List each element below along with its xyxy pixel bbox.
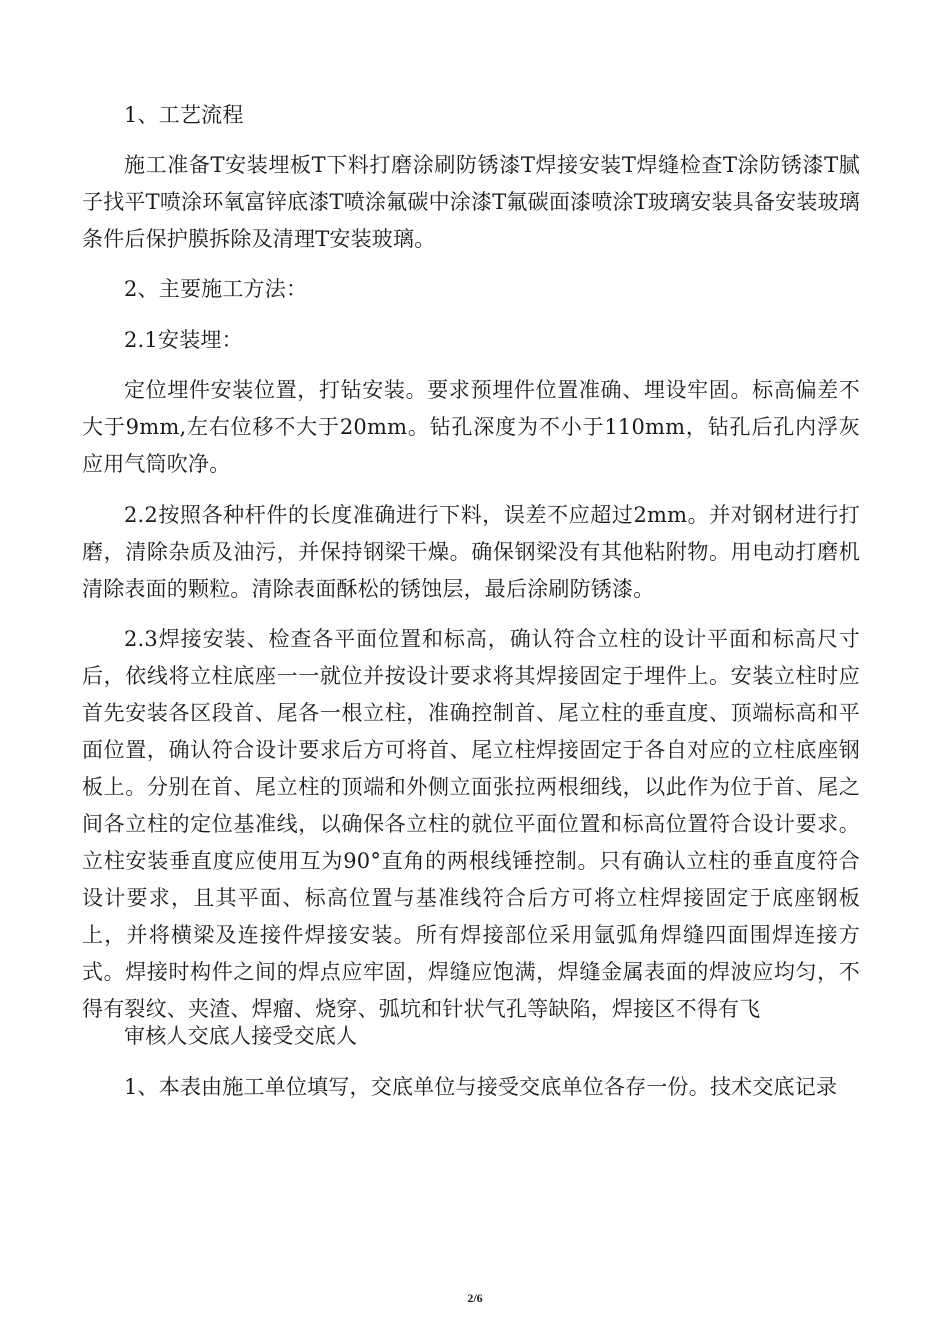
subsection-heading-2-1: 2.1安装埋： xyxy=(124,328,243,352)
paragraph-2-3-welding: 2.3焊接安装、检查各平面位置和标高，确认符合立柱的设计平面和标高尺寸后，依线将立柱底座一一就位并按设计要求将其焊接固定于埋件上。安装立柱时应首先安装各区段首、尾各一根立柱，准确控制首、尾立柱的垂直度、顶端标高和平面位置，确认符合设计要求后方可将首、尾立柱焊接固定于各自对应的立柱底座钢板上。分别在首、尾立柱的顶端和外侧立面张拉两根细线，以此作为位于首、尾之间各立柱的定位基准线，以确保各立柱的就位平面位置和标高位置符合设计要求。立柱安装垂直度应使用互为90°直角的两根线锤控制。只有确认立柱的垂直度符合设计要求，且其平面、标高位置与基准线符合后方可将立柱焊接固定于底座钢板上，并将横梁及连接件焊接安装。所有焊接部位采用氩弧角焊缝四面围焊连接方式。焊接时构件之间的焊点应牢固，焊缝应饱满，焊缝金属表面的焊波应均匀，不得有裂纹、夹渣、焊瘤、烧穿、弧坑和针状气孔等缺陷，焊接区不得有飞 xyxy=(82,627,860,1021)
paragraph-embed-installation: 定位埋件安装位置，打钻安装。要求预埋件位置准确、埋设牢固。标高偏差不大于9mm,左右位移不大于20mm。钻孔深度为不小于110mm，钻孔后孔内浮灰应用气筒吹净。 xyxy=(82,378,860,476)
section-heading-process-flow: 1、工艺流程 xyxy=(124,103,244,127)
paragraph-2-2-cutting: 2.2按照各种杆件的长度准确进行下料，误差不应超过2mm。并对钢材进行打磨，清除杂质及油污，并保持钢梁干燥。确保钢梁没有其他粘附物。用电动打磨机清除表面的颗粒。清除表面酥松的锈蚀层，最后涂刷防锈漆。 xyxy=(82,503,860,601)
paragraph-process-flow: 施工准备T安装埋板T下料打磨涂刷防锈漆T焊接安装T焊缝检查T涂防锈漆T腻子找平T喷涂环氧富锌底漆T喷涂氟碳中涂漆T氟碳面漆喷涂T玻璃安装具备安装玻璃条件后保护膜拆除及清理T安装玻璃。 xyxy=(82,153,860,251)
page-number: 2/6 xyxy=(467,1291,483,1305)
signature-line: 审核人交底人接受交底人 xyxy=(124,1024,358,1048)
section-heading-main-methods: 2、主要施工方法： xyxy=(124,277,308,301)
note-paragraph: 1、本表由施工单位填写，交底单位与接受交底单位各存一份。技术交底记录 xyxy=(124,1075,838,1099)
